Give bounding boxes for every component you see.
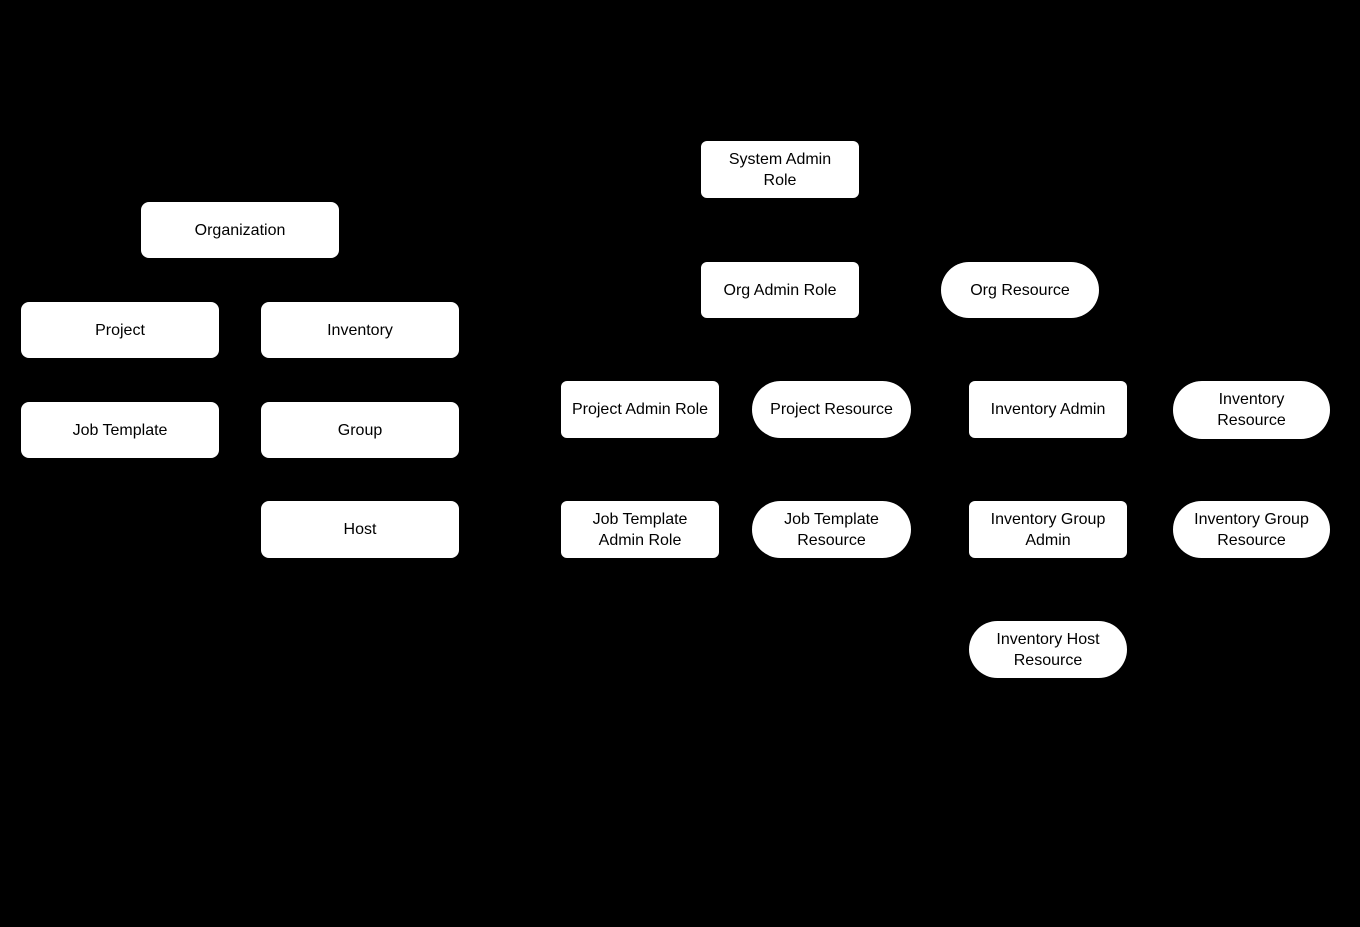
node-label-organization: Organization bbox=[194, 221, 286, 239]
node-system-admin-role bbox=[701, 141, 859, 198]
node-job-template-resource bbox=[752, 501, 911, 558]
node-inventory-resource bbox=[1173, 381, 1330, 439]
node-label-inventory-group-admin: Inventory Group Admin bbox=[990, 510, 1106, 549]
node-label-group: Group bbox=[337, 421, 383, 439]
node-org-admin-role bbox=[701, 262, 859, 318]
node-inventory-host-resource bbox=[969, 621, 1127, 678]
node-inventory-group-admin bbox=[969, 501, 1127, 558]
node-label-project: Project bbox=[95, 321, 145, 339]
node-project bbox=[21, 302, 219, 358]
node-label-inventory-group-resource: Inventory Group Resource bbox=[1194, 510, 1309, 549]
node-host bbox=[261, 501, 459, 558]
node-label-project-admin-role: Project Admin Role bbox=[571, 401, 709, 418]
node-label-job-template: Job Template bbox=[72, 421, 168, 439]
node-label-inventory-admin: Inventory Admin bbox=[990, 401, 1106, 418]
node-inventory-group-resource bbox=[1173, 501, 1330, 558]
node-project-admin-role bbox=[561, 381, 719, 438]
node-org-resource bbox=[941, 262, 1099, 318]
node-label-host: Host bbox=[343, 521, 377, 538]
node-label-inventory: Inventory bbox=[327, 321, 393, 339]
node-inventory-admin bbox=[969, 381, 1127, 438]
node-organization bbox=[141, 202, 339, 258]
node-label-inventory-resource: Inventory Resource bbox=[1217, 391, 1286, 429]
node-project-resource bbox=[752, 381, 911, 438]
node-label-system-admin-role: System Admin Role bbox=[728, 150, 832, 189]
node-label-job-template-admin-role: Job Template Admin Role bbox=[592, 510, 688, 549]
node-job-template bbox=[21, 402, 219, 458]
node-label-job-template-resource: Job Template Resource bbox=[784, 510, 879, 549]
node-job-template-admin-role bbox=[561, 501, 719, 558]
node-label-org-resource: Org Resource bbox=[970, 281, 1070, 299]
node-label-org-admin-role: Org Admin Role bbox=[723, 281, 837, 299]
node-group bbox=[261, 402, 459, 458]
node-inventory bbox=[261, 302, 459, 358]
node-label-project-resource: Project Resource bbox=[770, 401, 893, 418]
node-label-inventory-host-resource: Inventory Host Resource bbox=[996, 630, 1100, 669]
